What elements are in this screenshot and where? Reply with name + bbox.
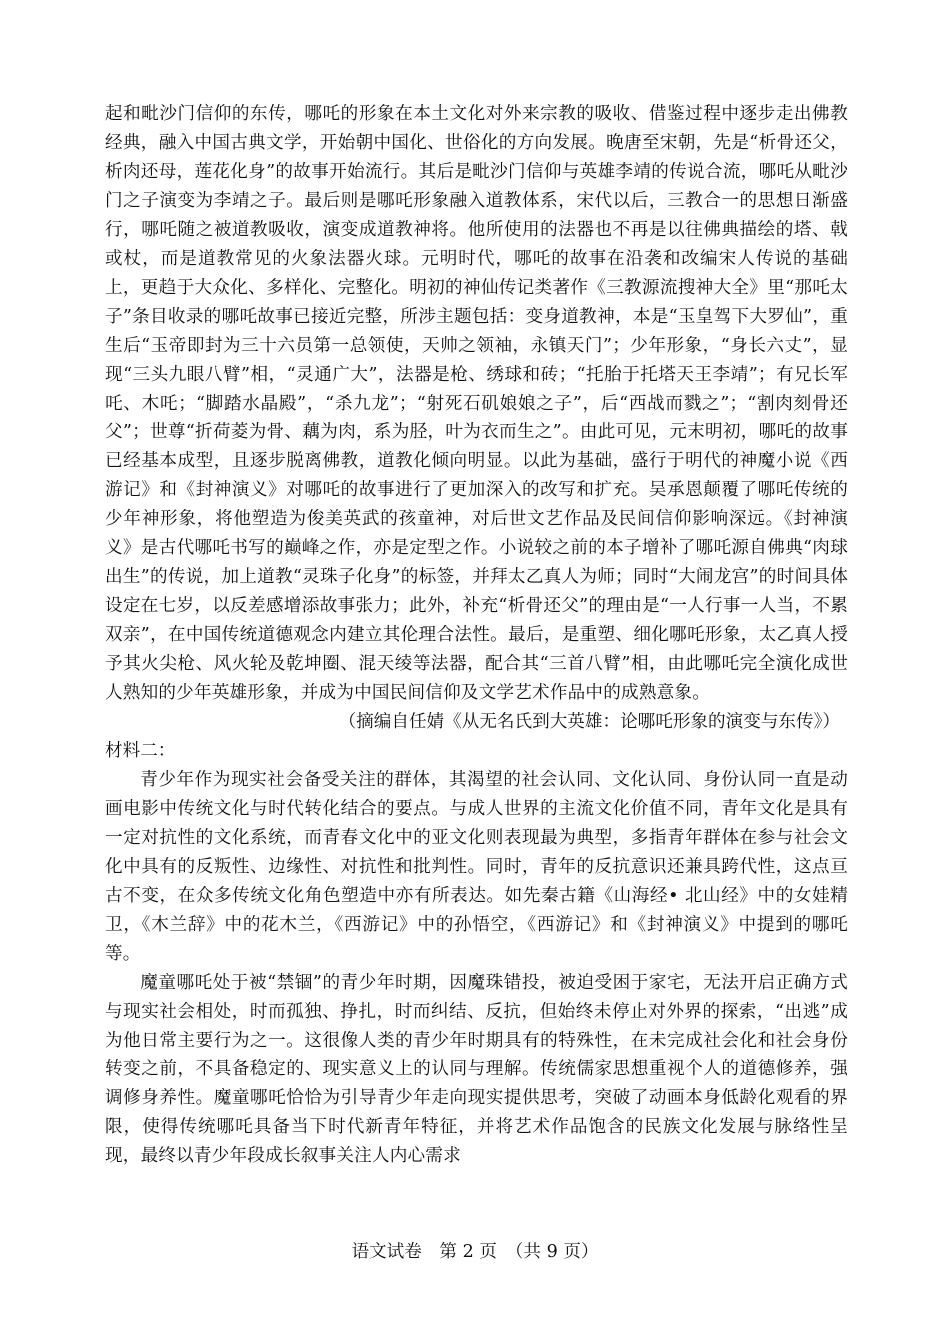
material-one-source-citation: （摘编自任婧《从无名氏到大英雄：论哪吒形象的演变与东传》） [338, 712, 840, 733]
page-footer: 语文试卷 第 2 页 （共 9 页） [351, 1242, 599, 1262]
material-one-continued-paragraph: 起和毗沙门信仰的东传，哪吒的形象在本土文化对外来宗教的吸收、借鉴过程中逐步走出佛教经典，融入中国古典文学，开始朝中国化、世俗化的方向发展。晚唐至宋朝，先是“析骨还父，析肉还母，莲花化身”的故事开始流行。其后是毗沙门信仰与英雄李靖的传说合流，哪吒从毗沙门之子演变为李靖之子。最后则是哪吒形象融入道教体系，宋代以后，三教合一的思想日渐盛行，哪吒随之被道教吸收，演变成道教神将。他所使用的法器也不再是以往佛典描绘的塔、戟或杖，而是道教常见的火象法器火球。元明时代，哪吒的故事在沿袭和改编宋人传说的基础上，更趋于大众化、多样化、完整化。明初的神仙传记类著作《三教源流搜神大全》里“那吒太子”条目收录的哪吒故事已接近完整，所涉主题包括：变身道教神，本是“玉皇驾下大罗仙”，重生后“玉帝即封为三十六员第一总领使，天帅之领袖，永镇天门”；少年形象，“身长六丈”，显现“三头九眼八臂”相，“灵通广大”，法器是枪、绣球和砖；“托胎于托塔天王李靖”；有兄长军吒、木吒；“脚踏水晶殿”，“杀九龙”；“射死石矶娘娘之子”，后“西战而戮之”；“割肉刻骨还父”；世尊“折荷菱为骨、藕为肉，系为胫，叶为衣而生之”。由此可见，元末明初，哪吒的故事已经基本成型，且逐步脱离佛教，道教化倾向明显。以此为基础，盛行于明代的神魔小说《西游记》和《封神演义》对哪吒的故事进行了更加深入的改写和扩充。吴承恩颠覆了哪吒传统的少年神形象，将他塑造为俊美英武的孩童神，对后世文艺作品及民间信仰影响深远。《封神演义》是古代哪吒书写的巅峰之作，亦是定型之作。小说较之前的本子增补了哪吒源自佛典“肉球出生”的传说，加上道教“灵珠子化身”的标签，并拜太乙真人为师；同时“大闹龙宫”的时间具体设定在七岁，以反差感增添故事张力；此外，补充“析骨还父”的理由是“一人行事一人当，不累双亲”，在中国传统道德观念内建立其伦理合法性。最后，是重塑、细化哪吒形象，太乙真人授予其火尖枪、风火轮及乾坤圈、混天绫等法器，配合其“三首八臂”相，由此哪吒完全演化成世人熟知的少年英雄形象，并成为中国民间信仰及文学艺术作品中的成熟意象。 [105, 104, 848, 704]
material-two-paragraph-1: 青少年作为现实社会备受关注的群体，其渴望的社会认同、文化认同、身份认同一直是动画电影中传统文化与时代转化结合的要点。与成人世界的主流文化价值不同，青年文化是具有一定对抗性的文化系统，而青春文化中的亚文化则表现最为典型，多指青年群体在参与社会文化中具有的反叛性、边缘性、对抗性和批判性。同时，青年的反抗意识还兼具跨代性，这点亘古不变，在众多传统文化角色塑造中亦有所表达。如先秦古籍《山海经• 北山经》中的女娃精卫，《木兰辞》中的花木兰，《西游记》中的孙悟空，《西游记》和《封神演义》中提到的哪吒等。 [105, 769, 848, 964]
exam-page-body [105, 100, 848, 1171]
material-two-paragraph-2: 魔童哪吒处于被“禁锢”的青少年时期，因魔珠错投，被迫受困于家宅，无法开启正确方式与现实社会相处，时而孤独、挣扎，时而纠结、反抗，但始终未停止对外界的探索，“出逃”成为他日常主要行为之一。这很像人类的青少年时期具有的特殊性，在未完成社会化和社会身份转变之前，不具备稳定的、现实意义上的认同与理解。传统儒家思想重视个人的道德修养，强调修身养性。魔童哪吒恰恰为引导青少年走向现实提供思考，突破了动画本身低龄化观看的界限，使得传统哪吒具备当下时代新青年特征，并将艺术作品饱含的民族文化发展与脉络性呈现，最终以青少年段成长叙事关注人内心需求 [105, 972, 848, 1167]
material-two-label: 材料二： [105, 740, 176, 761]
